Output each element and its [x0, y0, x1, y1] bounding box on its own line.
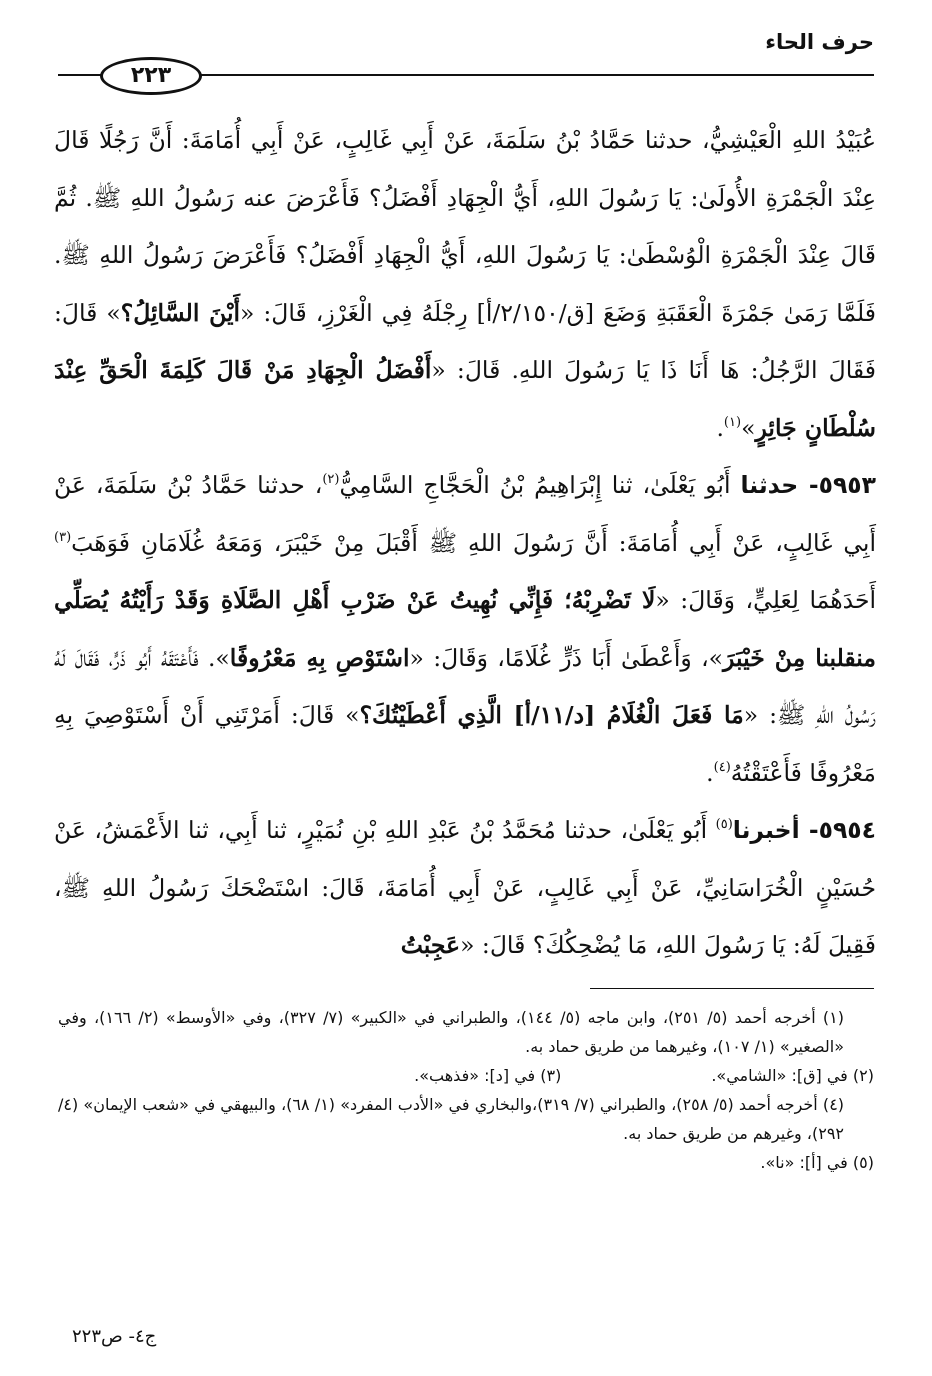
text-run: عُبَيْدُ اللهِ الْعَيْشِيُّ، حدثنا حَمَّادُ بْنُ سَلَمَةَ، عَنْ أَبِي غَالِبٍ، عَنْ أَبِي أُمَامَةَ: أَنَّ رَجُلًا قَالَ عِنْدَ الْجَمْرَةِ الأُولَىٰ: يَا رَسُولَ اللهِ، أَيُّ الْجِهَادِ أَفْضَلُ؟ فَأَعْرَضَ عنه رَسُولُ اللهِ ﷺ. ثُمَّ قَالَ عِنْدَ الْجَمْرَةِ الْوُسْطَىٰ: يَا رَسُولَ اللهِ، أَيُّ الْجِهَادِ أَفْضَلُ؟ فَأَعْرَضَ رَسُولُ اللهِ ﷺ. فَلَمَّا رَمَىٰ جَمْرَةَ الْعَقَبَةِ وَضَعَ [ق/٢/١٥٠/أ] رِجْلَهُ فِي الْغَرْزِ، قَالَ: «	[54, 126, 877, 327]
text-run: أَبُو يَعْلَىٰ، ثنا إِبْرَاهِيمُ بْنُ الْحَجَّاجِ السَّامِيُّ	[339, 471, 741, 499]
prophetic-saying: لَا تَضْرِبْهُ؛ فَإِنِّي نُهِيتُ عَنْ ضَرْبِ أَهْلِ الصَّلَاةِ وَقَدْ رَأَيْتُهُ يُصَلِّي منقلبنا مِنْ خَيْبَرَ	[54, 586, 876, 672]
footnote-row	[58, 1061, 874, 1090]
running-title: حرف الحاء	[765, 30, 874, 54]
text-run: أَحَدَهُمَا لِعَلِيٍّ، وَقَالَ: «	[655, 586, 876, 614]
prophetic-saying: مَا فَعَلَ الْغُلَامُ [د/١١/أ] الَّذِي أَعْطَيْتُكَ؟	[359, 701, 744, 729]
hadith-number: ٥٩٥٤- أخبرنا	[732, 816, 876, 844]
text-run: ». فَأَعْتَقَهُ أَبُو ذَرٍّ، فَقَالَ لَهُ رَسُولُ اللهِ ﷺ: «	[54, 643, 876, 729]
text-run: » قَالَ: أَمَرْتَنِي أَنْ أَسْتَوْصِيَ بِهِ مَعْرُوفًا فَأَعْتَقْتُهُ	[54, 701, 876, 787]
footnote-ref: (٥)	[715, 817, 733, 832]
hadith-number: ٥٩٥٣- حدثنا	[740, 471, 876, 499]
hadith-5954	[54, 802, 876, 975]
text-run: » قَالَ: فَقَالَ الرَّجُلُ: هَا أَنَا ذَا يَا رَسُولَ اللهِ. قَالَ: «	[54, 298, 876, 384]
prophetic-saying: عَجِبْتُ	[400, 931, 461, 959]
footnote-rule	[590, 988, 874, 989]
text-run: .	[716, 413, 724, 442]
footnote-ref: (٤)	[713, 759, 731, 775]
footnote-2: (٢) في [ق]: «الشامي».	[711, 1066, 874, 1085]
text-run: ، حدثنا حَمَّادُ بْنُ سَلَمَةَ، عَنْ أَبِي غَالِبٍ، عَنْ أَبِي أُمَامَةَ: أَنَّ رَسُولَ اللهِ ﷺ أَقْبَلَ مِنْ خَيْبَرَ، وَمَعَهُ غُلَامَانِ فَوَهَبَ	[54, 471, 876, 557]
text-run: .	[706, 758, 714, 787]
footnote-ref: (١)	[723, 414, 742, 430]
footnote-3: (٣) في [د]: «فذهب».	[414, 1066, 562, 1085]
prophetic-saying: اسْتَوْصِ بِهِ مَعْرُوفًا	[229, 643, 410, 672]
print-signature: ج٤- ص٢٢٣	[72, 1326, 157, 1347]
text-run: »، وَأَعْطَىٰ أَبَا ذَرٍّ غُلَامًا، وَقَالَ: «	[409, 643, 724, 672]
footnote-ref: (٣)	[54, 529, 72, 545]
main-text	[54, 112, 876, 975]
page-number-oval: ٢٢٣	[100, 57, 202, 95]
text-run: »	[741, 413, 756, 442]
footnotes	[58, 1003, 874, 1177]
footnote-4: (٤) أخرجه أحمد (٥/ ٢٥٨)، والطبراني (٧/ ٣١٩)،والبخاري في «الأدب المفرد» (١/ ٦٨)، والبيهقي في «شعب الإيمان» (٤/ ٢٩٢)، وغيرهم من طريق حماد به.	[58, 1095, 845, 1143]
hadith-5953	[54, 457, 876, 802]
text-run: أَبُو يَعْلَىٰ، حدثنا مُحَمَّدُ بْنُ عَبْدِ اللهِ بْنِ نُمَيْرٍ، ثنا أَبِي، ثنا الأَعْمَشُ، عَنْ حُسَيْنٍ الْخُرَاسَانِيِّ، عَنْ أَبِي غَالِبٍ، عَنْ أَبِي أُمَامَةَ، قَالَ: اسْتَضْحَكَ رَسُولُ اللهِ ﷺ، فَقِيلَ لَهُ: يَا رَسُولَ اللهِ، مَا يُضْحِكُكَ؟ قَالَ: «	[54, 816, 876, 959]
footnote-1: (١) أخرجه أحمد (٥/ ٢٥١)، وابن ماجه (٥/ ١٤٤)، والطبراني في «الكبير» (٧/ ٣٢٧)، وفي «الأوسط» (٢/ ١٦٦)، وفي «الصغير» (١/ ١٠٧)، وغيرهما من طريق حماد به.	[58, 1008, 844, 1056]
prophetic-saying: أَفْضَلُ الْجِهَادِ مَنْ قَالَ كَلِمَةَ الْحَقِّ عِنْدَ سُلْطَانٍ جَائِرٍ	[54, 356, 876, 442]
footnote-5: (٥) في [أ]: «نا».	[760, 1153, 874, 1172]
hadith-continuation	[54, 112, 876, 457]
prophetic-saying: أَيْنَ السَّائِلُ؟	[120, 298, 241, 327]
footnote-ref: (٢)	[322, 472, 340, 487]
